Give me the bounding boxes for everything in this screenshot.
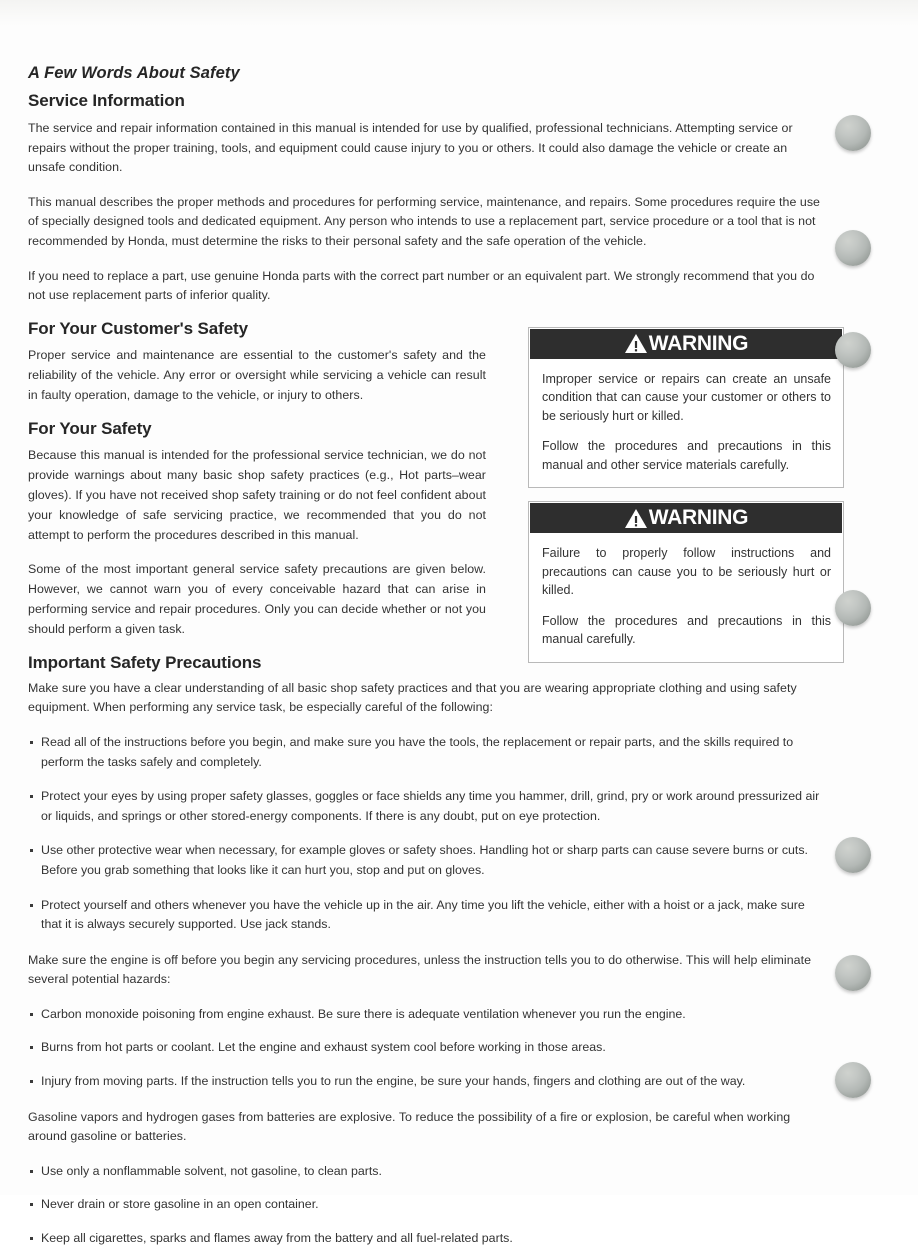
binder-ring-artifact	[835, 1062, 871, 1098]
warning-box-2	[528, 501, 844, 663]
precaution-bullet-list	[28, 733, 828, 935]
paragraph-precautions-intro: Make sure you have a clear understanding of all basic shop safety practices and that you are wearing appropriate clothing and using safety equipment. When performing any service task, be especially careful of the following:	[28, 680, 797, 715]
binder-ring-artifact	[835, 230, 871, 266]
binder-ring-artifact	[835, 837, 871, 873]
list-item: Read all of the instructions before you begin, and make sure you have the tools, the replacement or repair parts, and the skills required to perform the tasks safely and completely.	[28, 733, 828, 772]
paragraph-engine-off-note: Make sure the engine is off before you begin any servicing procedures, unless the instruction tells you to do otherwise. This will help eliminate several potential hazards:	[28, 952, 812, 987]
gasoline-bullet-list	[28, 1162, 828, 1249]
warning-box-2-body	[529, 533, 843, 662]
list-item: Burns from hot parts or coolant. Let the engine and exhaust system cool before working in those areas.	[28, 1038, 828, 1058]
page-title: A Few Words About Safety	[28, 64, 240, 82]
binder-ring-artifact	[835, 955, 871, 991]
list-item: Use only a nonflammable solvent, not gasoline, to clean parts.	[28, 1162, 828, 1182]
spacer	[28, 1092, 828, 1108]
list-item: Carbon monoxide poisoning from engine exhaust. Be sure there is adequate ventilation whenever you run the engine.	[28, 1005, 828, 1025]
list-item: Protect yourself and others whenever you have the vehicle up in the air. Any time you lift the vehicle, either with a hoist or a jack, make sure that it is always securely supported. Use jack stands.	[28, 896, 828, 935]
warning-box-1-paragraph-2: Follow the procedures and precautions in this manual and other service materials carefully.	[542, 439, 831, 472]
warning-triangle-icon	[624, 333, 648, 354]
paragraph-service-info-1: The service and repair information contained in this manual is intended for use by qualified, professional technicians. Attempting service or repairs without the proper training, tools, and equipment could cause injury to you or others. It could also damage the vehicle or create an unsafe condition.	[28, 121, 793, 175]
binder-ring-artifact	[835, 590, 871, 626]
safety-warning-band	[28, 318, 831, 647]
paragraph-your-safety-2: Some of the most important general service safety precautions are given below. However, we cannot warn you of every conceivable hazard that can arise in performing service and repair procedures. Only you can decide whether or not you should perform a given task.	[28, 561, 486, 636]
paragraph-gasoline-note: Gasoline vapors and hydrogen gases from batteries are explosive. To reduce the possibility of a fire or explosion, be careful when working around gasoline or batteries.	[28, 1109, 791, 1144]
paragraph-service-info-2: This manual describes the proper methods and procedures for performing service, maintenance, and repairs. Some procedures require the use of specially designed tools and dedicated equipment. Any person who intends to use a replacement part, service procedure or a tool that is not recommended by Honda, must determine the risks to their personal safety and the safe operation of the vehicle.	[28, 194, 821, 248]
warning-box-2-header	[530, 503, 842, 533]
list-item: Injury from moving parts. If the instruction tells you to run the engine, be sure your hands, fingers and clothing are out of the way.	[28, 1072, 828, 1092]
list-item: Protect your eyes by using proper safety glasses, goggles or face shields any time you hammer, drill, grind, pry or work around pressurized air or liquids, and springs or other stored-energy components. If there is any doubt, put on eye protection.	[28, 787, 828, 826]
list-item: Never drain or store gasoline in an open container.	[28, 1195, 828, 1215]
paragraph-customer-safety-1: Proper service and maintenance are essential to the customer's safety and the reliability of the vehicle. Any error or oversight while servicing a vehicle can result in faulty operation, damage to the vehicle, or injury to others.	[28, 347, 486, 402]
heading-important-safety-precautions: Important Safety Precautions	[28, 652, 262, 672]
warning-boxes-column	[528, 327, 844, 676]
spacer	[28, 935, 828, 951]
safety-text-column	[28, 319, 486, 639]
heading-your-safety: For Your Safety	[28, 418, 152, 438]
warning-box-2-label: WARNING	[648, 506, 749, 530]
warning-box-1-header	[530, 329, 842, 359]
binder-ring-artifact	[835, 332, 871, 368]
hazard-bullet-list	[28, 1005, 828, 1092]
warning-box-2-paragraph-2: Follow the procedures and precautions in this manual carefully.	[542, 613, 831, 647]
list-item: Keep all cigarettes, sparks and flames away from the battery and all fuel-related parts.	[28, 1229, 828, 1249]
warning-triangle-icon	[624, 508, 648, 529]
warning-box-1-body	[529, 359, 843, 488]
paragraph-your-safety-1: Because this manual is intended for the professional service technician, we do not provide warnings about many basic shop safety practices (e.g., Hot parts–wear gloves). If you have not received shop safety training or do not feel confident about your knowledge of safe servicing practice, we recommended that you do not attempt to perform the procedures described in this manual.	[28, 447, 486, 542]
binder-ring-artifact	[835, 115, 871, 151]
heading-service-information: Service Information	[28, 91, 185, 110]
paragraph-service-info-3: If you need to replace a part, use genuine Honda parts with the correct part number or an equivalent part. We strongly recommend that you do not use replacement parts of inferior quality.	[28, 268, 815, 303]
document-content	[28, 64, 831, 1249]
warning-box-2-paragraph-1: Failure to properly follow instructions and precautions can cause you to be seriously hurt or killed.	[542, 546, 831, 598]
scan-edge-tint	[0, 0, 918, 26]
warning-box-1-label: WARNING	[648, 331, 749, 355]
heading-customer-safety: For Your Customer's Safety	[28, 318, 248, 338]
list-item: Use other protective wear when necessary, for example gloves or safety shoes. Handling hot or sharp parts can cause severe burns or cuts. Before you grab something that looks like it can hurt you, stop and put on gloves.	[28, 841, 828, 880]
warning-box-1-paragraph-1: Improper service or repairs can create an unsafe condition that can cause your customer or others to be seriously hurt or killed.	[542, 371, 831, 423]
warning-box-1	[528, 327, 844, 489]
